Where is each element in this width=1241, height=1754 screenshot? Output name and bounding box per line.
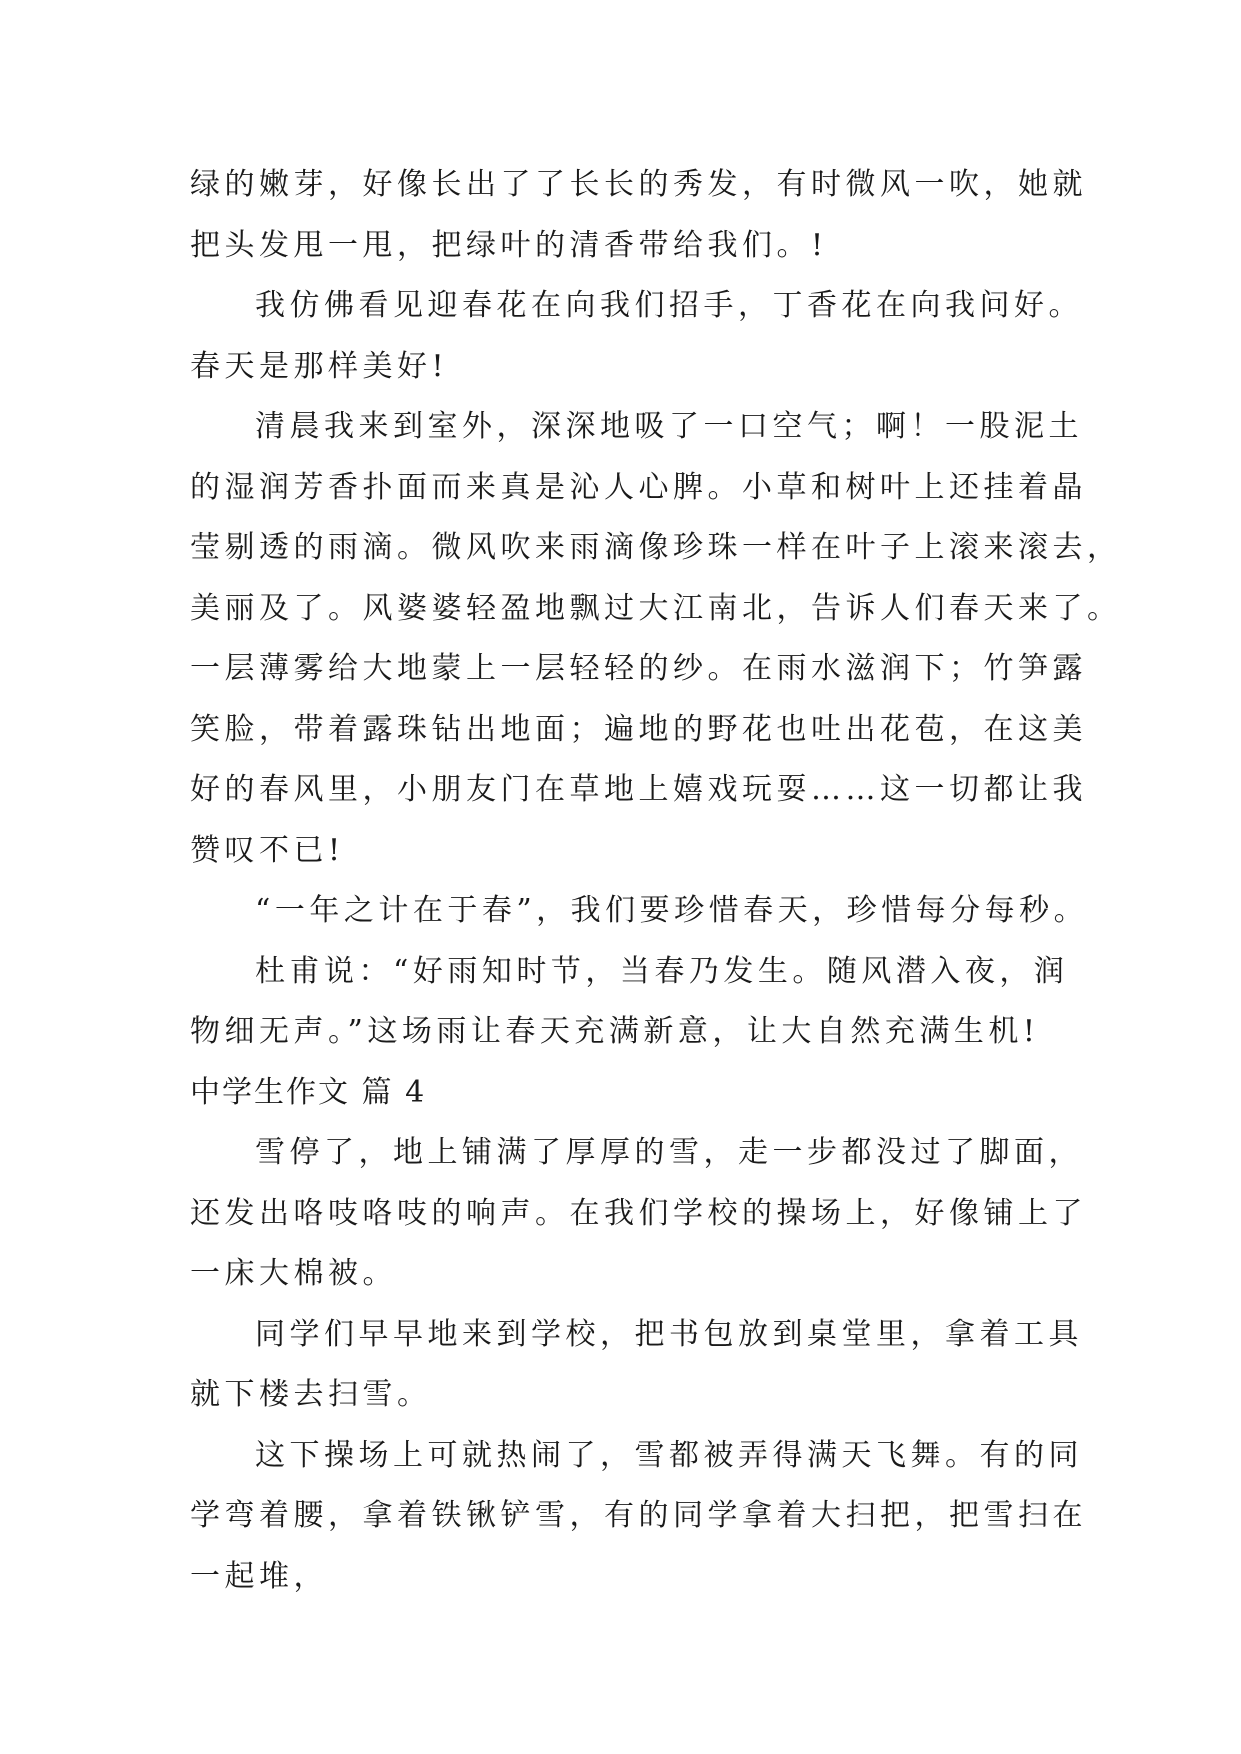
text-line: 这下操场上可就热闹了，雪都被弄得满天飞舞。有的同	[255, 1437, 1083, 1473]
paragraph-snow	[190, 1123, 1087, 1305]
text-line: 学弯着腰，拿着铁锹铲雪，有的同学拿着大扫把，把雪扫在	[190, 1498, 1087, 1533]
text-line: 赞叹不已!	[190, 832, 345, 868]
text-line: 物细无声。”这场雨让春天充满新意，让大自然充满生机!	[190, 1014, 1040, 1049]
paragraph-classmates	[190, 1305, 1083, 1426]
paragraph-spring-plan	[190, 881, 1089, 942]
text-line: 一床大棉被。	[190, 1256, 397, 1291]
paragraph-playground	[190, 1426, 1087, 1608]
text-line: 莹剔透的雨滴。微风吹来雨滴像珍珠一样在叶子上滚来滚去，	[190, 530, 1122, 565]
paragraph-continuation	[190, 155, 1087, 276]
text-line: 我仿佛看见迎春花在向我们招手，丁香花在向我问好。	[255, 288, 1083, 323]
text-line: 一层薄雾给大地蒙上一层轻轻的纱。在雨水滋润下；竹笋露	[190, 651, 1087, 686]
text-line: 还发出咯吱咯吱的响声。在我们学校的操场上，好像铺上了	[190, 1195, 1087, 1231]
text-line: 把头发甩一甩，把绿叶的清香带给我们。!	[190, 227, 828, 263]
text-line: 笑脸，带着露珠钻出地面；遍地的野花也吐出花苞，在这美	[190, 711, 1087, 747]
text-line: 就下楼去扫雪。	[190, 1377, 432, 1412]
text-line: 的湿润芳香扑面而来真是沁人心脾。小草和树叶上还挂着晶	[190, 469, 1087, 505]
text-line: 清晨我来到室外，深深地吸了一口空气；啊！一股泥土	[255, 409, 1083, 444]
text-line: 一起堆，	[190, 1558, 328, 1594]
text-line: “一年之计在于春”，我们要珍惜春天，珍惜每分每秒。	[255, 893, 1089, 928]
paragraph-flowers	[190, 276, 1083, 397]
document-body	[190, 155, 1122, 1607]
paragraph-dufu	[190, 942, 1070, 1063]
text-line: 好的春风里，小朋友门在草地上嬉戏玩耍……这一切都让我	[190, 772, 1087, 807]
text-line: 雪停了，地上铺满了厚厚的雪，走一步都没过了脚面，	[255, 1135, 1083, 1170]
heading-text: 中学生作文 篇 4	[190, 1074, 427, 1110]
text-line: 绿的嫩芽，好像长出了了长长的秀发，有时微风一吹，她就	[190, 167, 1087, 202]
text-line: 同学们早早地来到学校，把书包放到桌堂里，拿着工具	[255, 1316, 1083, 1352]
paragraph-morning	[190, 397, 1122, 881]
text-line: 美丽及了。风婆婆轻盈地飘过大江南北，告诉人们春天来了。	[190, 590, 1122, 626]
text-line: 春天是那样美好!	[190, 348, 449, 384]
text-line: 杜甫说：“好雨知时节，当春乃发生。随风潜入夜，润	[255, 953, 1069, 989]
section-heading	[190, 1063, 1070, 1124]
